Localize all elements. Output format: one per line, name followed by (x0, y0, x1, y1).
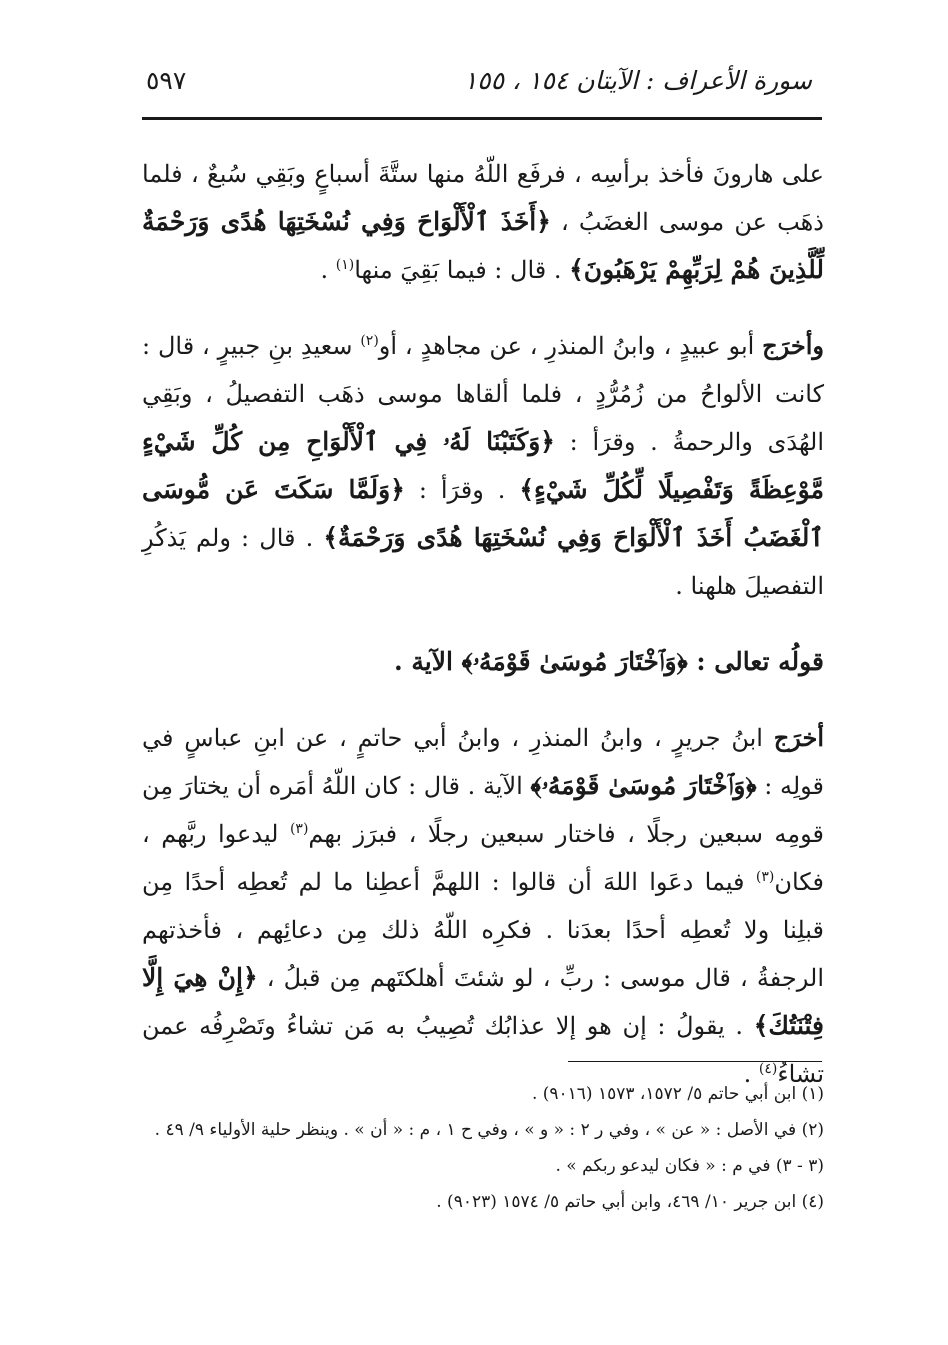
paragraph-2 (142, 322, 824, 610)
heading-text: الآية . (393, 647, 462, 676)
narration-lead: أخرَج (773, 723, 824, 752)
quran-verse: ﴿وَٱخْتَارَ مُوسَىٰ قَوْمَهُۥ﴾ (530, 771, 757, 800)
text-run: . (743, 1060, 759, 1088)
footnote-ref: (١) (335, 257, 355, 273)
page-header (142, 66, 822, 110)
text-run: أبو عبيدٍ ، وابنُ المنذرِ ، عن مجاهدٍ ، أو (378, 332, 763, 360)
footnote-2: (٢) في الأصل : « عن » ، وفي ر ٢ : « و » ، وفي ح ١ ، م : « أن » . وينظر حلية الأولياء ٩/ ٤٩ . (154, 1120, 824, 1140)
narration-lead: وأخرَج (762, 331, 824, 360)
footnote-ref: (٢) (360, 333, 379, 349)
footnote-ref: (٤) (758, 1061, 778, 1077)
footnote-ref: (٣) (289, 821, 309, 837)
paragraph-3 (142, 714, 824, 1098)
footnotes (142, 1076, 824, 1220)
text-run: . قال : فيما بَقِيَ منها (354, 256, 570, 284)
text-run: على هارونَ فأخذ برأسِه ، فرفَع اللّهُ منها ستَّةَ أسباعٍ وبَقِي سُبعٌ ، فلما ذهَب عن موسى الغضَبُ ، (142, 160, 824, 236)
footnote-4: (٤) ابن جرير ١٠/ ٤٦٩، وابن أبي حاتم ٥/ ١٥٧٤ (٩٠٢٣) . (436, 1192, 824, 1212)
paragraph-1 (142, 150, 824, 294)
text-run: . قال : ولم يَذكُرِ التفصيلَ هلهنا . (142, 524, 824, 600)
header-divider (142, 117, 822, 120)
text-run: سعيدِ بنِ جبيرٍ ، قال : كانت الألواحُ من زُمُرُّدٍ ، فلما ألقاها موسى ذهَب التفصيلُ ، وبَقِي الهُدَى والرحمةُ . وقرَأ : (142, 332, 824, 456)
footnote-3: (٣ - ٣) في م : « فكان ليدعو ربكم » . (555, 1156, 824, 1176)
heading-text: قولُه تعالى : (687, 647, 824, 676)
quran-verse: ﴿وَٱخْتَارَ مُوسَىٰ قَوْمَهُۥ﴾ (461, 647, 688, 676)
footnote-ref: (٣) (755, 869, 775, 885)
text-run: . يقولُ : إن هو إلا عذابُك تُصِيبُ به مَن تشاءُ وتَصْرِفُه عمن تشاءُ (142, 1012, 824, 1088)
running-title: سورة الأعراف : الآيتان ١٥٤ ، ١٥٥ (463, 66, 812, 95)
text-run: فيما دعَوا اللهَ أن قالوا : اللهمَّ أعطِنا ما لم تُعطِه أحدًا مِن قبلِنا ولا تُعطِه أحدًا بعدَنا . فكرِه اللّهُ ذلك مِن دعائِهم ، فأخذتهم الرجفةُ ، قال موسى : ربِّ ، لو شئتَ أهلكتَهم مِن قبلُ ، (142, 868, 824, 992)
section-heading (142, 638, 824, 686)
footnote-divider (568, 1061, 822, 1062)
quran-verse: ﴿أَخَذَ ٱلْأَلْوَاحَ وَفِي نُسْخَتِهَا هُدًى وَرَحْمَةٌ لِّلَّذِينَ هُمْ لِرَبِّهِمْ يَرْهَبُونَ﴾ (142, 207, 824, 284)
text-run: الآية . قال : كان اللّهُ أمَره أن يختارَ مِن قومِه سبعين رجلًا ، فاختار سبعين رجلًا ، فبرَز بهم (142, 772, 824, 848)
quran-verse: ﴿وَلَمَّا سَكَتَ عَن مُّوسَى ٱلْغَضَبُ أَخَذَ ٱلْأَلْوَاحَ وَفِي نُسْخَتِهَا هُدًى وَرَحْمَةٌ﴾ (142, 475, 825, 552)
text-run: . (320, 256, 336, 284)
main-text (142, 150, 824, 1126)
text-run: ابنُ جريرٍ ، وابنُ المنذرِ ، وابنُ أبي حاتمٍ ، عن ابنِ عباسٍ في قولِه : (142, 724, 824, 800)
footnote-1: (١) ابن أبي حاتم ٥/ ١٥٧٢، ١٥٧٣ (٩٠١٦) . (531, 1084, 824, 1104)
quran-verse: ﴿وَكَتَبْنَا لَهُۥ فِي ٱلْأَلْوَاحِ مِن كُلِّ شَيْءٍ مَّوْعِظَةً وَتَفْصِيلًا لِّكُلِّ شَيْءٍ﴾ (142, 427, 824, 504)
quran-verse: ﴿إِنْ هِيَ إِلَّا فِتْنَتُكَ﴾ (142, 963, 825, 1040)
text-run: ليدعوا ربَّهم ، فكان (142, 820, 824, 896)
page-number: ٥٩٧ (146, 66, 187, 95)
text-run: . وقرَأ : (404, 476, 520, 504)
